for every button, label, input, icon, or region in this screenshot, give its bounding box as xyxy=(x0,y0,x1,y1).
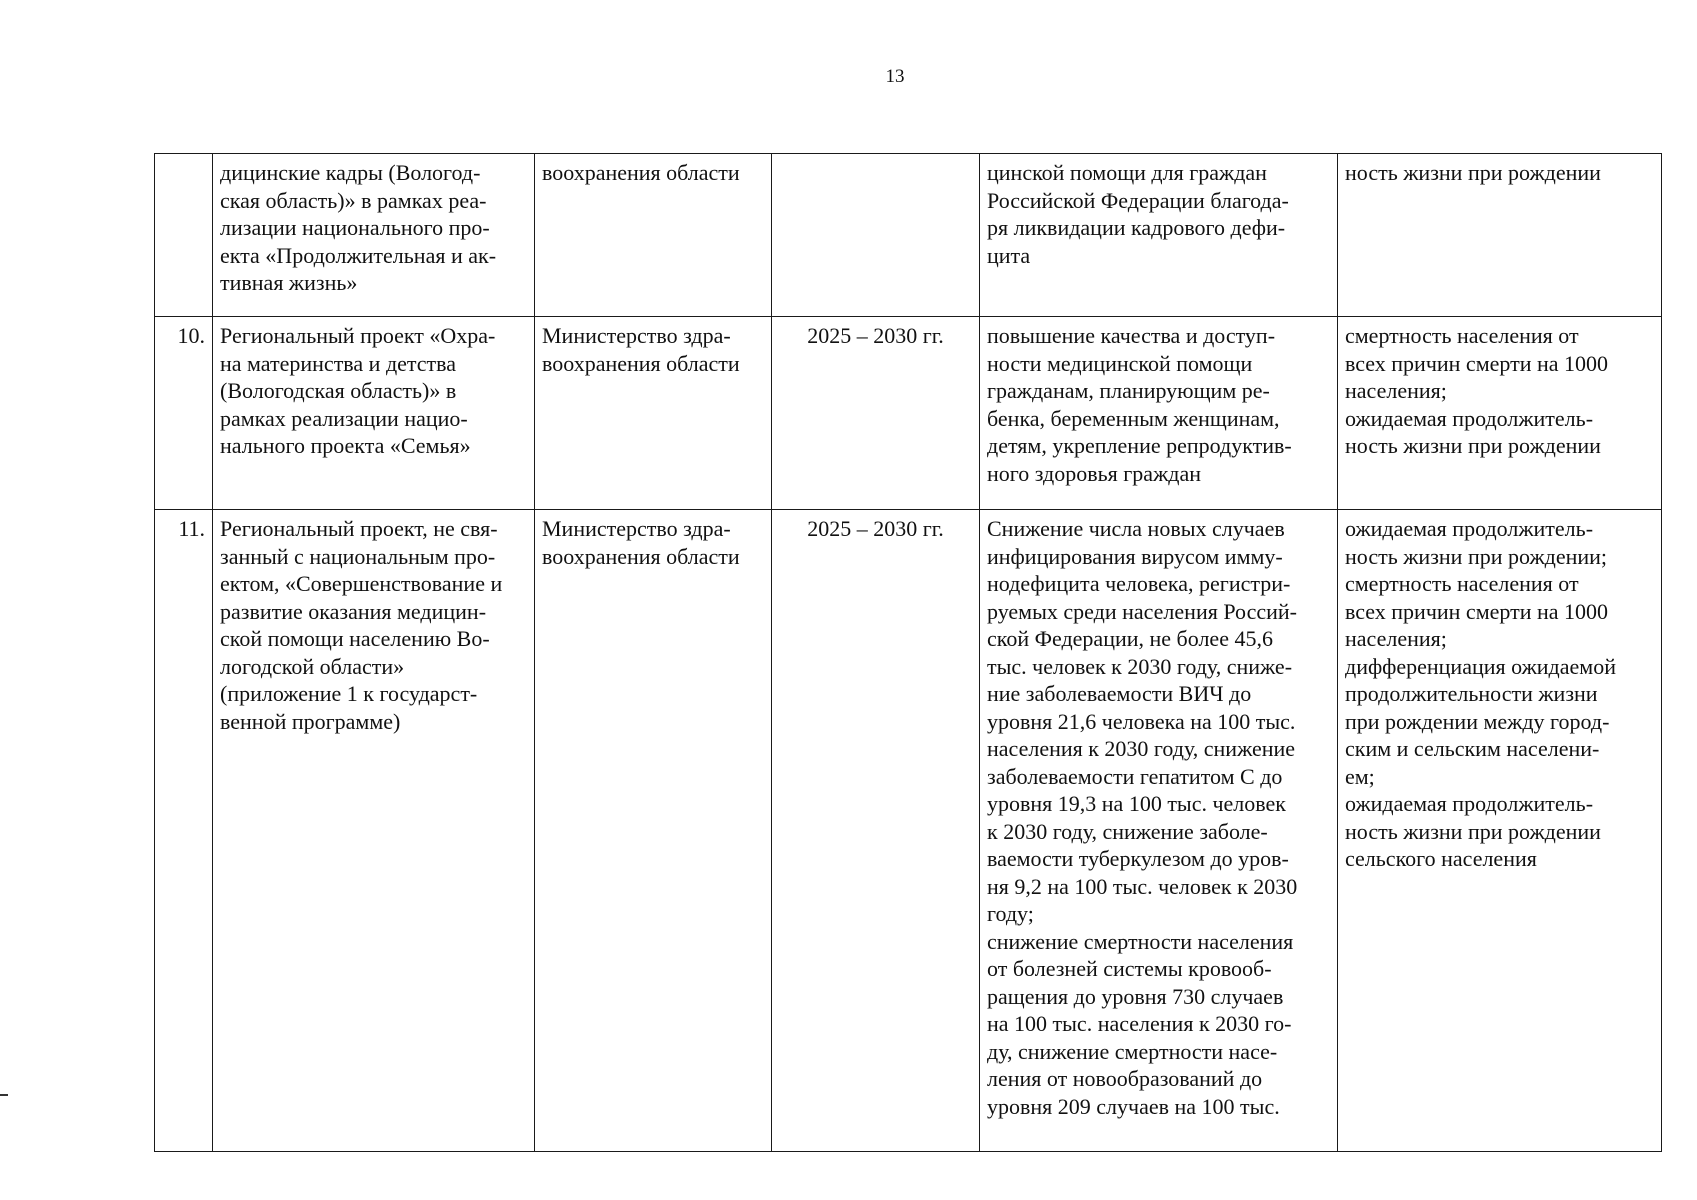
project-task-cell xyxy=(980,154,1338,317)
responsible-executor-cell xyxy=(535,154,772,317)
cell-text-line: повышение качества и доступ- xyxy=(987,323,1276,348)
cell-text-line: логодской области» xyxy=(220,653,405,679)
table-row xyxy=(155,510,1662,1152)
cell-text-line: цита xyxy=(987,242,1031,268)
cell-text-line: к 2030 году, снижение заболе- xyxy=(987,818,1268,844)
row-number-cell: 11. xyxy=(155,510,213,1152)
cell-text-line: уровня 19,3 на 100 тыс. человек xyxy=(987,791,1286,816)
cell-text-line: смертность населения от xyxy=(1345,323,1579,348)
row-number-cell: 10. xyxy=(155,317,213,510)
cell-text-line: ектом, «Совершенствование и xyxy=(220,571,503,596)
cell-text-line: году; xyxy=(987,901,1034,926)
cell-text-line: ность жизни при рождении xyxy=(1345,433,1601,458)
project-name-cell xyxy=(213,317,535,510)
cell-text-line: ской Федерации, не более 45,6 xyxy=(987,626,1273,651)
cell-text-line: воохранения области xyxy=(542,160,740,185)
row-number-cell xyxy=(155,154,213,317)
program-table xyxy=(154,153,1662,1152)
cell-text-line: екта «Продолжительная и ак- xyxy=(220,242,497,268)
cell-text-line: развитие оказания медицин- xyxy=(220,598,487,624)
cell-text-line: от болезней системы кровооб- xyxy=(987,956,1272,981)
cell-text-line: бенка, беременным женщинам, xyxy=(987,405,1280,431)
cell-text-line: ня 9,2 на 100 тыс. человек к 2030 xyxy=(987,873,1298,899)
indicators-cell xyxy=(1338,154,1662,317)
cell-text-line: ским и сельским населени- xyxy=(1345,736,1600,761)
cell-text-line: занный с национальным про- xyxy=(220,543,496,569)
implementation-period-cell xyxy=(772,154,980,317)
cell-text-line: ность жизни при рождении; xyxy=(1345,543,1608,569)
cell-text-line: цинской помощи для граждан xyxy=(987,160,1267,185)
cell-text-line: ность жизни при рождении xyxy=(1345,818,1601,844)
cell-text-line: населения; xyxy=(1345,378,1447,403)
table-row xyxy=(155,154,1662,317)
cell-text-line: Региональный проект, не свя- xyxy=(220,516,498,541)
cell-text-line: ного здоровья граждан xyxy=(987,460,1201,486)
cell-text-line: Региональный проект «Охра- xyxy=(220,323,496,348)
table-row xyxy=(155,317,1662,510)
indicators-cell xyxy=(1338,317,1662,510)
project-task-cell xyxy=(980,510,1338,1152)
responsible-executor-cell xyxy=(535,510,772,1152)
cell-text-line: Министерство здра- xyxy=(542,516,731,541)
cell-text-line: инфицирования вирусом имму- xyxy=(987,543,1283,569)
cell-text-line: тивная жизнь» xyxy=(220,270,358,295)
cell-text-line: всех причин смерти на 1000 xyxy=(1345,350,1609,376)
cell-text-line: Снижение числа новых случаев xyxy=(987,516,1285,541)
cell-text-line: ления от новообразований до xyxy=(987,1066,1263,1091)
cell-text-line: Министерство здра- xyxy=(542,323,731,348)
cell-text-line: уровня 21,6 человека на 100 тыс. xyxy=(987,708,1296,734)
page-number: 13 xyxy=(885,66,905,87)
cell-text-line: ря ликвидации кадрового дефи- xyxy=(987,215,1286,240)
cell-text-line: дифференциация ожидаемой xyxy=(1345,653,1616,679)
cell-text-line: тыс. человек к 2030 году, сниже- xyxy=(987,653,1293,679)
cell-text-line: руемых среди населения Россий- xyxy=(987,598,1297,624)
scan-edge-mark xyxy=(0,1094,8,1096)
cell-text-line: ности медицинской помощи xyxy=(987,350,1253,376)
project-name-cell xyxy=(213,510,535,1152)
cell-text-line: нального проекта «Семья» xyxy=(220,433,471,458)
cell-text-line: рамках реализации нацио- xyxy=(220,405,468,431)
cell-text-line: ращения до уровня 730 случаев xyxy=(987,983,1284,1009)
cell-text-line: ность жизни при рождении xyxy=(1345,160,1601,185)
cell-text-line: на 100 тыс. населения к 2030 го- xyxy=(987,1011,1292,1036)
cell-text-line: (приложение 1 к государст- xyxy=(220,681,478,706)
cell-text-line: сельского населения xyxy=(1345,846,1537,871)
project-task-cell xyxy=(980,317,1338,510)
cell-text-line: на материнства и детства xyxy=(220,350,457,376)
cell-text-line: заболеваемости гепатитом С до xyxy=(987,763,1283,789)
responsible-executor-cell xyxy=(535,317,772,510)
cell-text-line: населения к 2030 году, снижение xyxy=(987,736,1296,761)
cell-text-line: детям, укрепление репродуктив- xyxy=(987,433,1292,458)
cell-text-line: ская область)» в рамках реа- xyxy=(220,187,487,213)
project-name-cell xyxy=(213,154,535,317)
cell-text-line: населения; xyxy=(1345,626,1447,651)
cell-text-line: нодефицита человека, регистри- xyxy=(987,571,1291,596)
cell-text-line: ожидаемая продолжитель- xyxy=(1345,516,1594,541)
cell-text-line: ем; xyxy=(1345,763,1375,789)
implementation-period-cell: 2025 – 2030 гг. xyxy=(772,510,980,1152)
cell-text-line: ваемости туберкулезом до уров- xyxy=(987,846,1289,871)
table-body xyxy=(155,154,1662,1152)
cell-text-line: снижение смертности населения xyxy=(987,928,1294,954)
cell-text-line: Российской Федерации благода- xyxy=(987,187,1289,213)
cell-text-line: при рождении между город- xyxy=(1345,708,1610,734)
cell-text-line: лизации национального про- xyxy=(220,215,490,240)
cell-text-line: ду, снижение смертности насе- xyxy=(987,1038,1278,1064)
cell-text-line: (Вологодская область)» в xyxy=(220,378,457,403)
cell-text-line: ние заболеваемости ВИЧ до xyxy=(987,681,1252,706)
cell-text-line: ожидаемая продолжитель- xyxy=(1345,791,1594,816)
cell-text-line: смертность населения от xyxy=(1345,571,1579,596)
cell-text-line: ской помощи населению Во- xyxy=(220,626,490,651)
cell-text-line: гражданам, планирующим ре- xyxy=(987,378,1270,403)
cell-text-line: воохранения области xyxy=(542,543,740,569)
implementation-period-cell: 2025 – 2030 гг. xyxy=(772,317,980,510)
cell-text-line: дицинские кадры (Вологод- xyxy=(220,160,481,185)
cell-text-line: всех причин смерти на 1000 xyxy=(1345,598,1609,624)
indicators-cell xyxy=(1338,510,1662,1152)
cell-text-line: воохранения области xyxy=(542,350,740,376)
cell-text-line: продолжительности жизни xyxy=(1345,681,1598,706)
cell-text-line: ожидаемая продолжитель- xyxy=(1345,405,1594,431)
cell-text-line: уровня 209 случаев на 100 тыс. xyxy=(987,1093,1280,1119)
cell-text-line: венной программе) xyxy=(220,708,401,734)
program-table-container xyxy=(154,153,1661,1152)
